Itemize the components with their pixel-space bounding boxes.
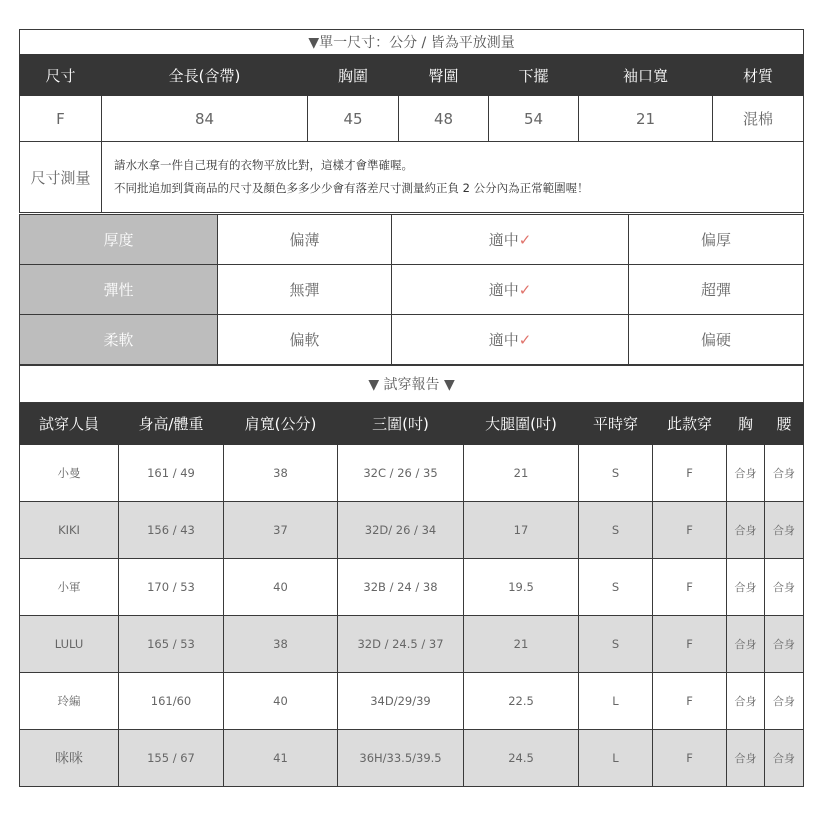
waist-fit: 合身 bbox=[765, 673, 804, 730]
option-text: 適中 bbox=[488, 281, 519, 299]
thickness-option-thin: 偏薄 bbox=[218, 215, 392, 265]
thickness-option-medium bbox=[392, 215, 629, 265]
waist-fit: 合身 bbox=[765, 502, 804, 559]
shoulder-width: 37 bbox=[224, 502, 338, 559]
body-measurements: 32D / 24.5 / 37 bbox=[338, 616, 464, 673]
thigh: 21 bbox=[464, 616, 579, 673]
shoulder-header: 肩寬(公分) bbox=[224, 403, 338, 445]
cuff-header: 袖口寬 bbox=[579, 55, 713, 96]
body-measurements: 36H/33.5/39.5 bbox=[338, 730, 464, 787]
waist-fit: 合身 bbox=[765, 559, 804, 616]
size-table-header-row bbox=[20, 55, 804, 96]
option-text: 適中 bbox=[488, 231, 519, 249]
material-value: 混棉 bbox=[713, 96, 804, 142]
size-table bbox=[19, 29, 804, 213]
thigh: 22.5 bbox=[464, 673, 579, 730]
waist-fit: 合身 bbox=[765, 616, 804, 673]
fitting-report-title: ▼ 試穿報告 ▼ bbox=[20, 366, 804, 403]
shoulder-width: 40 bbox=[224, 673, 338, 730]
measurements-header: 三圍(吋) bbox=[338, 403, 464, 445]
elasticity-option-medium bbox=[392, 265, 629, 315]
softness-option-soft: 偏軟 bbox=[218, 315, 392, 365]
chest-header: 胸圍 bbox=[308, 55, 399, 96]
tester-name: LULU bbox=[20, 616, 119, 673]
size-table-values-row bbox=[20, 96, 804, 142]
chest-fit: 合身 bbox=[727, 673, 765, 730]
tester-name: 玲編 bbox=[20, 673, 119, 730]
measurement-note-line: 不同批追加到貨商品的尺寸及顏色多多少少會有落差尺寸測量約正負 2 公分內為正常範圍喔！ bbox=[114, 181, 589, 195]
this-item-size: F bbox=[653, 616, 727, 673]
thigh: 17 bbox=[464, 502, 579, 559]
body-measurements: 32B / 24 / 38 bbox=[338, 559, 464, 616]
waist-fit-header: 腰 bbox=[765, 403, 804, 445]
softness-row bbox=[20, 315, 804, 365]
chest-fit: 合身 bbox=[727, 730, 765, 787]
thigh: 19.5 bbox=[464, 559, 579, 616]
elasticity-option-high: 超彈 bbox=[629, 265, 804, 315]
waist-fit: 合身 bbox=[765, 730, 804, 787]
softness-label: 柔軟 bbox=[20, 315, 218, 365]
hip-value: 48 bbox=[399, 96, 489, 142]
shoulder-width: 38 bbox=[224, 445, 338, 502]
fabric-feel-table bbox=[19, 214, 804, 365]
this-item-size: F bbox=[653, 502, 727, 559]
table-row bbox=[20, 730, 804, 787]
fitting-report-header-row bbox=[20, 403, 804, 445]
hip-header: 臀圍 bbox=[399, 55, 489, 96]
height-weight: 165 / 53 bbox=[119, 616, 224, 673]
body-measurements: 32C / 26 / 35 bbox=[338, 445, 464, 502]
length-header: 全長(含帶) bbox=[102, 55, 308, 96]
height-weight: 155 / 67 bbox=[119, 730, 224, 787]
shoulder-width: 38 bbox=[224, 616, 338, 673]
check-icon: ✓ bbox=[518, 281, 532, 299]
usual-size: S bbox=[579, 445, 653, 502]
height-weight: 161/60 bbox=[119, 673, 224, 730]
size-header: 尺寸 bbox=[20, 55, 102, 96]
thickness-row bbox=[20, 215, 804, 265]
this-item-size-header: 此款穿 bbox=[653, 403, 727, 445]
softness-option-hard: 偏硬 bbox=[629, 315, 804, 365]
material-header: 材質 bbox=[713, 55, 804, 96]
usual-size: L bbox=[579, 730, 653, 787]
tester-name: 咪咪 bbox=[20, 730, 119, 787]
measurement-note-label: 尺寸測量 bbox=[20, 142, 102, 213]
elasticity-option-none: 無彈 bbox=[218, 265, 392, 315]
table-row bbox=[20, 616, 804, 673]
tester-name: 小軍 bbox=[20, 559, 119, 616]
this-item-size: F bbox=[653, 730, 727, 787]
height-weight-header: 身高/體重 bbox=[119, 403, 224, 445]
tester-header: 試穿人員 bbox=[20, 403, 119, 445]
chest-fit: 合身 bbox=[727, 445, 765, 502]
usual-size-header: 平時穿 bbox=[579, 403, 653, 445]
measurement-note-line: 請水水拿一件自己現有的衣物平放比對，這樣才會準確喔。 bbox=[114, 158, 413, 172]
waist-fit: 合身 bbox=[765, 445, 804, 502]
hem-header: 下擺 bbox=[489, 55, 579, 96]
thigh: 24.5 bbox=[464, 730, 579, 787]
hem-value: 54 bbox=[489, 96, 579, 142]
size-value: F bbox=[20, 96, 102, 142]
elasticity-label: 彈性 bbox=[20, 265, 218, 315]
length-value: 84 bbox=[102, 96, 308, 142]
this-item-size: F bbox=[653, 445, 727, 502]
table-row bbox=[20, 502, 804, 559]
thigh-header: 大腿圍(吋) bbox=[464, 403, 579, 445]
shoulder-width: 40 bbox=[224, 559, 338, 616]
usual-size: S bbox=[579, 559, 653, 616]
chest-fit: 合身 bbox=[727, 559, 765, 616]
thickness-label: 厚度 bbox=[20, 215, 218, 265]
usual-size: L bbox=[579, 673, 653, 730]
height-weight: 170 / 53 bbox=[119, 559, 224, 616]
table-row bbox=[20, 559, 804, 616]
body-measurements: 32D/ 26 / 34 bbox=[338, 502, 464, 559]
chest-fit: 合身 bbox=[727, 616, 765, 673]
check-icon: ✓ bbox=[518, 231, 532, 249]
thigh: 21 bbox=[464, 445, 579, 502]
body-measurements: 34D/29/39 bbox=[338, 673, 464, 730]
tester-name: 小曼 bbox=[20, 445, 119, 502]
this-item-size: F bbox=[653, 673, 727, 730]
chest-fit: 合身 bbox=[727, 502, 765, 559]
usual-size: S bbox=[579, 616, 653, 673]
height-weight: 156 / 43 bbox=[119, 502, 224, 559]
cuff-value: 21 bbox=[579, 96, 713, 142]
height-weight: 161 / 49 bbox=[119, 445, 224, 502]
option-text: 適中 bbox=[488, 331, 519, 349]
table-row bbox=[20, 445, 804, 502]
softness-option-medium bbox=[392, 315, 629, 365]
fitting-report-table bbox=[19, 365, 804, 787]
elasticity-row bbox=[20, 265, 804, 315]
chest-fit-header: 胸 bbox=[727, 403, 765, 445]
shoulder-width: 41 bbox=[224, 730, 338, 787]
this-item-size: F bbox=[653, 559, 727, 616]
chest-value: 45 bbox=[308, 96, 399, 142]
thickness-option-thick: 偏厚 bbox=[629, 215, 804, 265]
usual-size: S bbox=[579, 502, 653, 559]
size-table-title: ▼單一尺寸：公分 / 皆為平放測量 bbox=[20, 30, 804, 55]
tester-name: KIKI bbox=[20, 502, 119, 559]
table-row bbox=[20, 673, 804, 730]
check-icon: ✓ bbox=[518, 331, 532, 349]
measurement-note bbox=[102, 142, 804, 213]
